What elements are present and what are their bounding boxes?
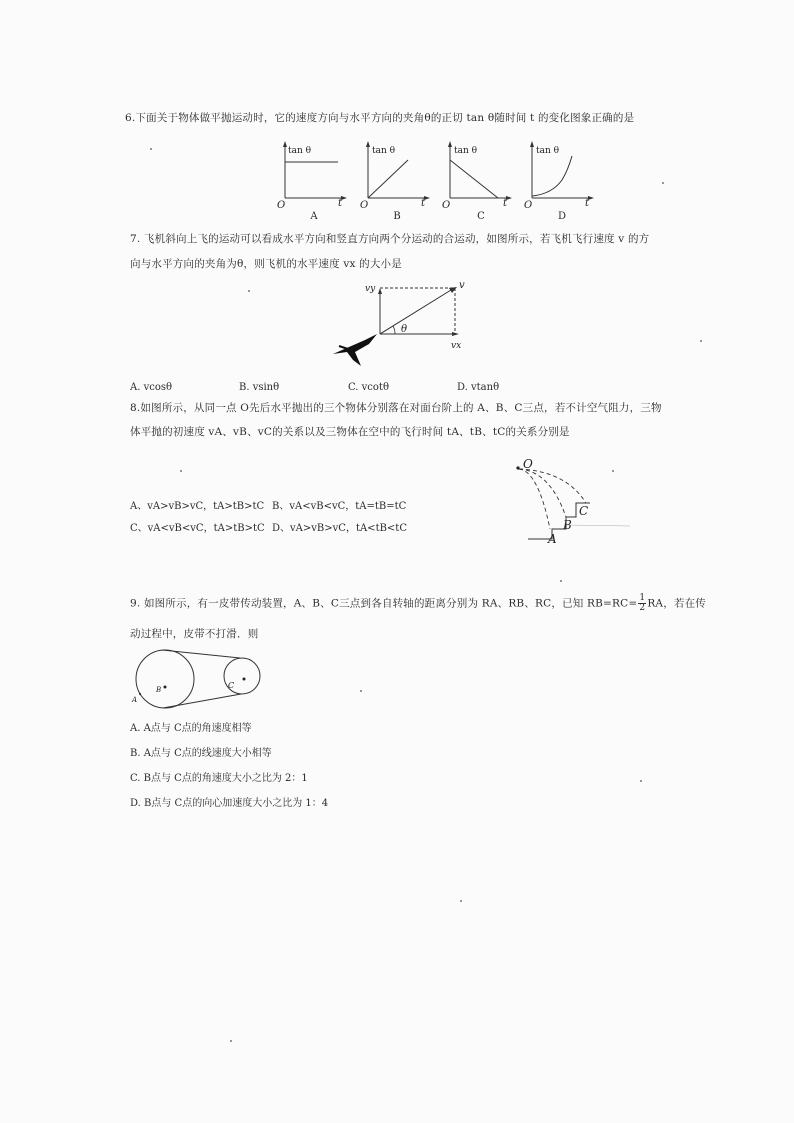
q8-option-b[interactable]: B、vA<vB<vC，tA=tB=tC [272,501,407,512]
q6-caption-d: D [557,211,567,222]
scan-speck [248,290,250,292]
q6-caption-a: A [310,211,318,222]
graph-c-ylabel: tan θ [454,146,478,156]
q9-point-c: C [228,681,235,690]
q7-option-d[interactable]: D. vtanθ [457,382,500,393]
q9-fraction: $\frac{1}{2}$ [639,593,646,613]
q8-stem-line1: 8.如图所示，从同一点 O先后水平抛出的三个物体分别落在对面台阶上的 A、B、C三点，若不计空气阻力，三物 [130,402,662,414]
graph-b-ylabel: tan θ [372,146,396,156]
q9-stem-a: 9. 如图所示，有一皮带传动装置，A、B、C三点到各自转轴的距离分别为 RA、RB、RC，已知 RB=RC= [130,597,638,610]
graph-d-curve [532,156,572,196]
q9-stem-line1 [130,594,706,613]
q8-option-c[interactable]: C、vA<vB<vC，tA>tB>tC [130,523,265,534]
scan-speck [180,470,182,472]
q8-point-a: A [548,532,557,546]
q6-graph-b [358,140,433,210]
q9-option-a[interactable]: A. A点与 C点的角速度相等 [130,723,252,734]
q8-stem-line2: 体平抛的初速度 vA、vB、vC的关系以及三物体在空中的飞行时间 tA、tB、tC的关系分别是 [130,426,570,438]
q6-stem: 6.下面关于物体做平抛运动时，它的速度方向与水平方向的夹角θ的正切 tan θ随时间 t 的变化图象正确的是 [125,112,635,124]
graph-b-xlabel: t [421,198,426,209]
q8-point-b: B [563,518,572,532]
scan-speck [150,148,152,150]
q8-point-o: O [523,457,533,471]
q8-point-c: C [579,504,589,518]
q7-option-b[interactable]: B. vsinθ [239,382,280,393]
graph-b-curve [368,160,408,198]
graph-d-origin: O [524,200,533,211]
q7-option-c[interactable]: C. vcotθ [348,382,389,393]
graph-b-origin: O [360,200,369,211]
scan-speck [360,690,362,692]
graph-a-origin: O [277,200,286,211]
q9-option-c[interactable]: C. B点与 C点的角速度大小之比为 2：1 [130,773,308,784]
q9-point-b: B [156,686,162,694]
scan-speck [460,900,462,902]
q8-option-d[interactable]: D、vA>vB>vC，tA<tB<tC [272,523,407,534]
q7-vy-label: vy [365,284,376,294]
q7-option-a[interactable]: A. vcosθ [130,382,173,393]
q6-graph-d [522,140,597,210]
q7-stem-line1: 7. 飞机斜向上飞的运动可以看成水平方向和竖直方向两个分运动的合运动，如图所示，若飞机飞行速度 v 的方 [130,233,650,245]
scan-speck [612,470,614,472]
scan-speck [640,780,642,782]
q7-vx-label: vx [451,341,462,351]
q9-belt-diagram [128,646,273,712]
graph-c-curve [450,160,498,198]
q6-caption-b: B [393,211,401,222]
q9-stem-line2: 动过程中，皮带不打滑．则 [130,628,259,640]
q7-velocity-diagram [325,276,485,371]
scan-speck [560,580,562,582]
q7-theta-label: θ [401,324,408,335]
graph-c-origin: O [442,200,451,211]
q9-option-b[interactable]: B. A点与 C点的线速度大小相等 [130,748,272,759]
q6-graph-a [275,140,350,210]
scan-speck [700,340,702,342]
graph-a-ylabel: tan θ [288,146,312,156]
q7-stem-line2: 向与水平方向的夹角为θ，则飞机的水平速度 vx 的大小是 [130,258,402,270]
graph-d-ylabel: tan θ [536,146,560,156]
q9-option-d[interactable]: D. B点与 C点的向心加速度大小之比为 1：4 [130,798,329,809]
q9-point-a: A [132,696,138,704]
q8-option-a[interactable]: A、vA>vB>vC，tA>tB>tC [130,501,265,512]
graph-d-xlabel: t [585,198,590,209]
q6-caption-c: C [477,211,485,222]
q6-graph-c [440,140,515,210]
scan-speck [662,182,664,184]
airplane-icon [333,334,377,366]
graph-a-xlabel: t [338,198,343,209]
q7-v-label: v [459,280,465,291]
graph-c-xlabel: t [503,198,508,209]
scan-speck [230,1040,232,1042]
q9-stem-b: RA，若在传 [647,597,707,610]
